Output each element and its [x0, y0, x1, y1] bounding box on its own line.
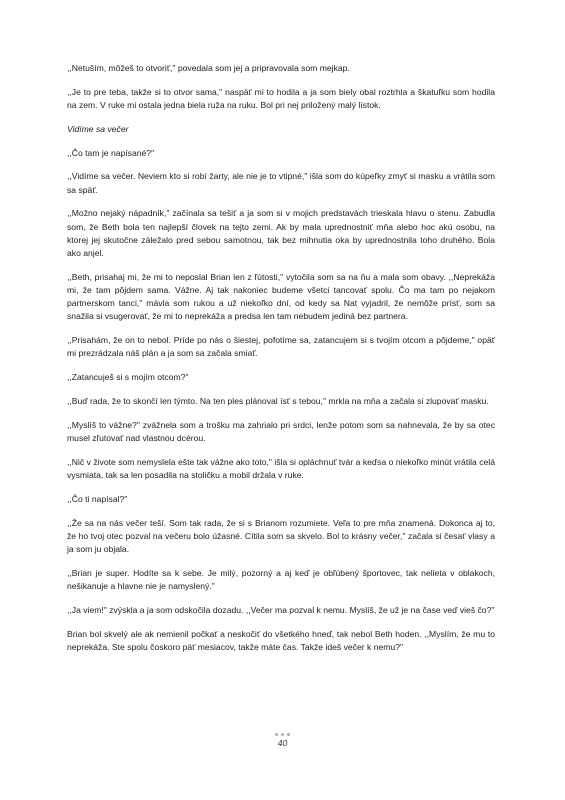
- paragraph: ,,Možno nejaký nápadník," začínala sa tešiť a ja som si v mojich predstavách trieskala hlavu o stenu. Zabudla som, že Beth bola ten najlepší človek na tejto zemi. Ak by mala uprednostniť mňa alebo hoc akú osobu, na ktorej jej skutočne záležalo pred sebou samotnou, tak bez mihnutia oka by uprednostnila toho druhého. Bola ako anjel.: [67, 208, 495, 258]
- paragraph: ,,Čo tam je napísané?": [67, 147, 155, 158]
- page-footer: [0, 731, 565, 748]
- paragraph: ,,Prisahám, že on to nebol. Príde po nás o šiestej, pofotíme sa, zatancujem si s tvojím otcom a pôjdeme," opäť mi prezrádzala náš plán a ja som sa začala smiať.: [67, 335, 495, 359]
- footer-ornament: [0, 731, 565, 737]
- paragraph: ,,Ja viem!" zvýskla a ja som odskočila dozadu. ,,Večer ma pozval k nemu. Myslíš, že už je na čase veď vieš čo?": [67, 604, 495, 615]
- paragraph: ,,Myslíš to vážne?" zvážnela som a trošku ma zahrialo pri srdci, lenže potom som sa nahnevala, že by sa otec musel zľutovať nad vlastnou dcérou.: [67, 419, 495, 443]
- ornament-dot: [281, 733, 284, 736]
- paragraph: ,,Nič v živote som nemyslela ešte tak vážne ako toto," išla si opláchnuť tvár a keďsa o niekoľko minút vrátila celá vysmiata, tak sa len posadila na stoličku a mobil držala v ruke.: [67, 456, 495, 480]
- paragraph: ,,Buď rada, že to skončí len týmto. Na ten ples plánoval ísť s tebou," mrkla na mňa a začala si zlupovať masku.: [67, 396, 489, 406]
- paragraph: ,,Čo ti napísal?": [67, 493, 128, 504]
- paragraph: ,,Vidíme sa večer. Neviem kto si robí žarty, ale nie je to vtipné," išla som do kúpeľky zmyť si masku a vrátila som sa späť.: [67, 171, 495, 195]
- ornament-dot: [287, 733, 290, 736]
- paragraph: ,,Zatancuješ si s mojím otcom?": [67, 372, 189, 383]
- paragraph: ,,Je to pre teba, takže si to otvor sama," naspäť mi to hodila a ja som biely obal roztrhla a škatuľku som hodila na zem. V ruke mi ostala jedna biela ruža na ruku. Bol pri nej priložený malý lístok.: [67, 86, 495, 110]
- page-number: 40: [277, 738, 288, 748]
- text-body: [67, 62, 495, 654]
- paragraph: ,,Že sa na nás večer teší. Som tak rada, že si s Brianom rozumiete. Veľa to pre mňa znamená. Dokonca aj to, že ho tvoj otec pozval na večeru bolo úžasné. Cítila som sa skvelo. Bol to krásny večer," začala si česať vlasy a ja som ju objala.: [67, 517, 495, 554]
- section-heading: Vidíme sa večer: [67, 123, 129, 134]
- paragraph: ,,Beth, prisahaj mi, že mi to neposlal Brian len z ľútosti," vytočila som sa na ňu a mala som obavy. ,,Neprekáža mi, že tam pôjdem sama. Vážne. Aj tak nakoniec budeme všetci tancovať spolu. Čo ma tam po nejakom partnerskom tanci," mávla som rukou a už niekoľko dní, od kedy sa Nat vyjadril, že nemôže prísť, som sa snažila si vsugerovať, že mi to neprekáža a predsa len tam nebudem jediná bez partnera.: [67, 271, 495, 322]
- paragraph: ,,Brian je super. Hodíte sa k sebe. Je milý, pozorný a aj keď je obľúbený športovec, tak nelieta v oblakoch, nešikanuje a hlavne nie je namyslený.": [67, 567, 495, 591]
- paragraph: Brian bol skvelý ale ak nemienil počkať a neskočiť do všetkého hneď, tak nebol Beth hoden. ,,Myslím, že mu to neprekáža. Ste spolu čoskoro päť mesiacov, takže máte čas. Takže ideš večer k nemu?": [67, 628, 495, 652]
- paragraph: ,,Netuším, môžeš to otvoriť," povedala som jej a pripravovala som mejkap.: [67, 63, 350, 73]
- ornament-dot: [275, 733, 278, 736]
